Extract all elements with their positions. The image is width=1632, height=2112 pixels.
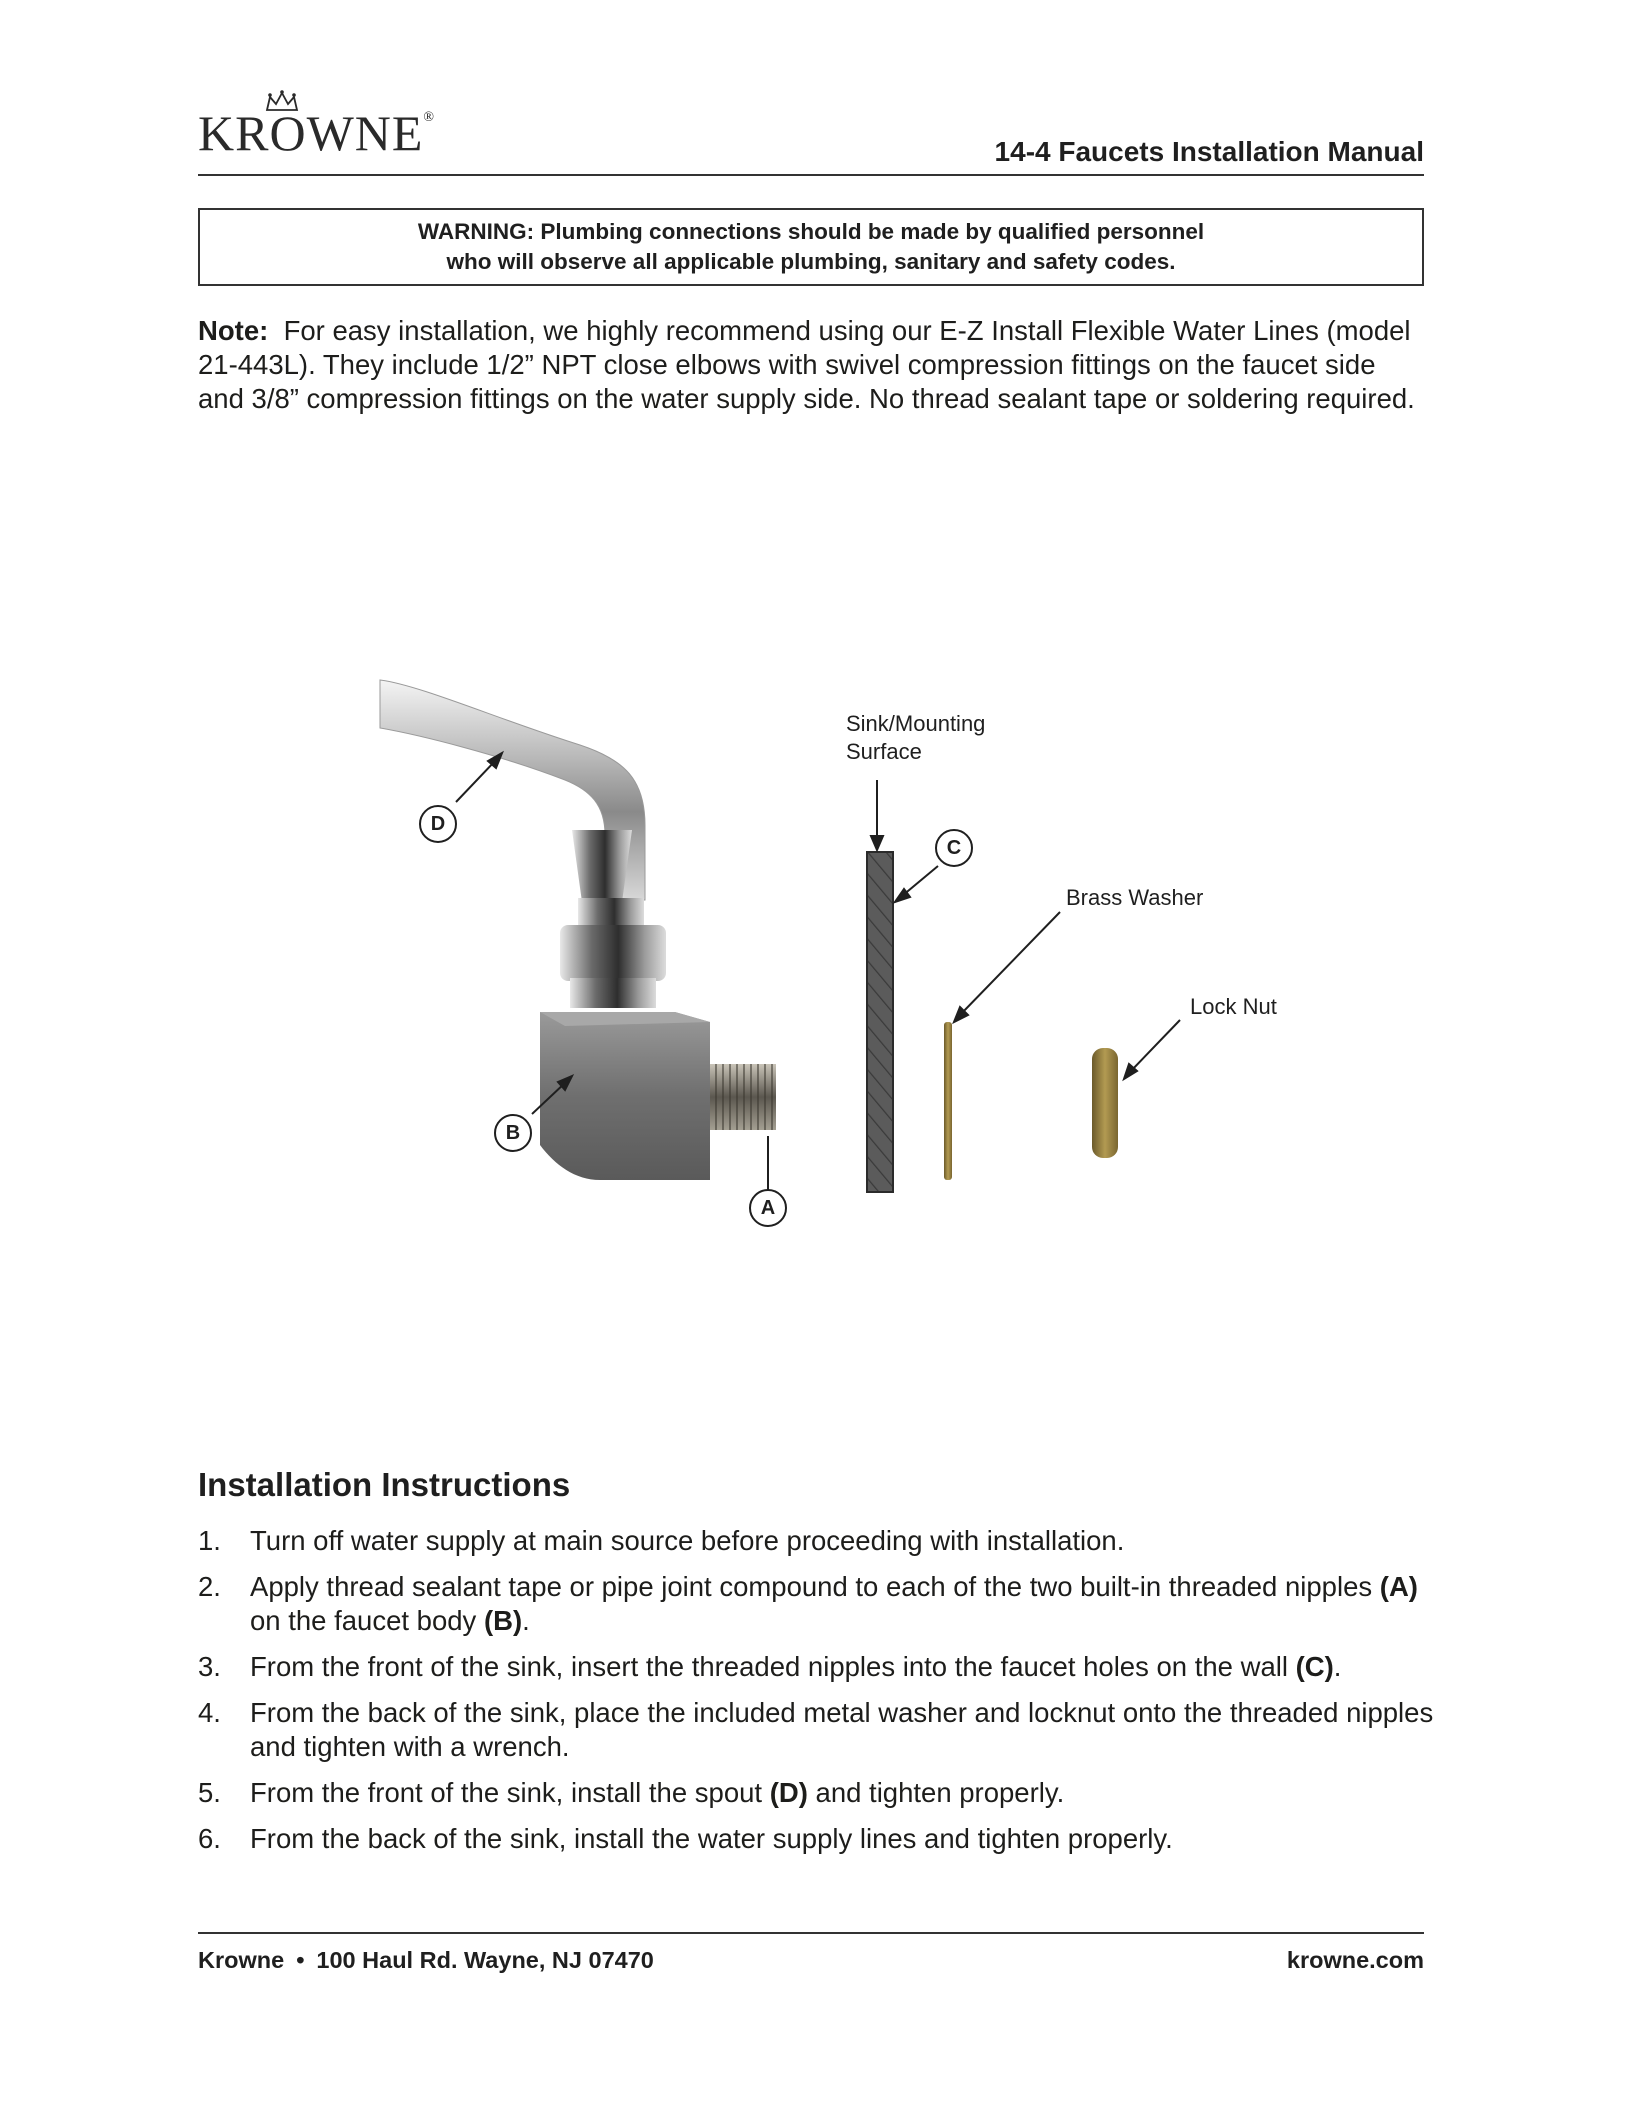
step-number: 5. — [198, 1777, 221, 1808]
lock-nut — [1092, 1048, 1118, 1158]
footer-website: krowne.com — [1286, 1947, 1424, 1973]
step-4 — [198, 1696, 1438, 1764]
step-5 — [198, 1776, 1438, 1810]
step-number: 4. — [198, 1697, 221, 1728]
sink-label-line-1: Sink/Mounting — [846, 711, 986, 736]
krowne-logo — [198, 104, 435, 164]
ref-c: (C) — [1295, 1651, 1334, 1682]
registered-mark: ® — [423, 110, 436, 125]
installation-heading: Installation Instructions — [198, 1466, 571, 1503]
brass-washer — [944, 1022, 952, 1180]
footer-divider — [198, 1932, 1424, 1934]
sink-mounting-surface — [867, 852, 893, 1192]
lock-nut-label: Lock Nut — [1190, 994, 1277, 1019]
step-text: From the front of the sink, insert the threaded nipples into the faucet holes on the wall (C). — [250, 1651, 1342, 1682]
ref-d: (D) — [769, 1777, 808, 1808]
callout-b: B — [494, 1114, 532, 1152]
step-6 — [198, 1822, 1438, 1856]
hex-nut — [560, 925, 666, 981]
footer-address-block — [198, 1947, 654, 1974]
installation-diagram — [360, 640, 1320, 1240]
header-divider — [198, 174, 1424, 176]
warning-box — [198, 208, 1424, 286]
threaded-nipple — [710, 1064, 776, 1130]
spout-collar — [572, 830, 632, 902]
warning-line-1: WARNING: Plumbing connections should be made by qualified personnel — [417, 219, 1205, 244]
step-text: From the back of the sink, place the included metal washer and locknut onto the threaded nipples and tighten with a wrench. — [250, 1697, 1434, 1762]
footer-company: Krowne — [198, 1947, 285, 1973]
manual-title: 14-4 Faucets Installation Manual — [994, 136, 1424, 167]
step-text: From the front of the sink, install the spout (D) and tighten properly. — [250, 1777, 1065, 1808]
callout-c: C — [935, 829, 973, 867]
step-number: 1. — [198, 1525, 221, 1556]
note-label: Note: — [198, 315, 269, 346]
ref-a: (A) — [1379, 1571, 1418, 1602]
sink-label-line-2: Surface — [846, 739, 922, 764]
step-text: Turn off water supply at main source before proceeding with installation. — [250, 1525, 1125, 1556]
crown-icon — [264, 90, 300, 112]
faucet-neck — [578, 898, 644, 928]
ref-b: (B) — [483, 1605, 523, 1636]
faucet-body — [540, 1012, 710, 1180]
step-3 — [198, 1650, 1438, 1684]
step-number: 6. — [198, 1823, 221, 1854]
note-text: For easy installation, we highly recommend using our E-Z Install Flexible Water Lines (model 21-443L). They include 1/2” NPT close elbows with swivel compression fittings on the faucet side and 3/8” compression fittings on the water supply side. No thread sealant tape or soldering required. — [198, 315, 1415, 414]
step-2 — [198, 1570, 1438, 1638]
installation-steps — [198, 1524, 1438, 1868]
step-1 — [198, 1524, 1438, 1558]
step-number: 3. — [198, 1651, 221, 1682]
step-number: 2. — [198, 1571, 221, 1602]
note-paragraph — [198, 314, 1428, 416]
step-text: Apply thread sealant tape or pipe joint compound to each of the two built-in threaded nipples (A) on the faucet body (B). — [250, 1571, 1418, 1636]
callout-a: A — [749, 1189, 787, 1227]
brass-washer-label: Brass Washer — [1066, 885, 1204, 910]
footer-address: 100 Haul Rd. Wayne, NJ 07470 — [316, 1947, 654, 1973]
step-text: From the back of the sink, install the water supply lines and tighten properly. — [250, 1823, 1173, 1854]
logo-text: KROWNE — [198, 105, 424, 161]
callout-d: D — [419, 805, 457, 843]
lower-collar — [570, 978, 656, 1008]
warning-line-2: who will observe all applicable plumbing, sanitary and safety codes. — [446, 249, 1176, 274]
footer-separator: • — [296, 1947, 305, 1973]
